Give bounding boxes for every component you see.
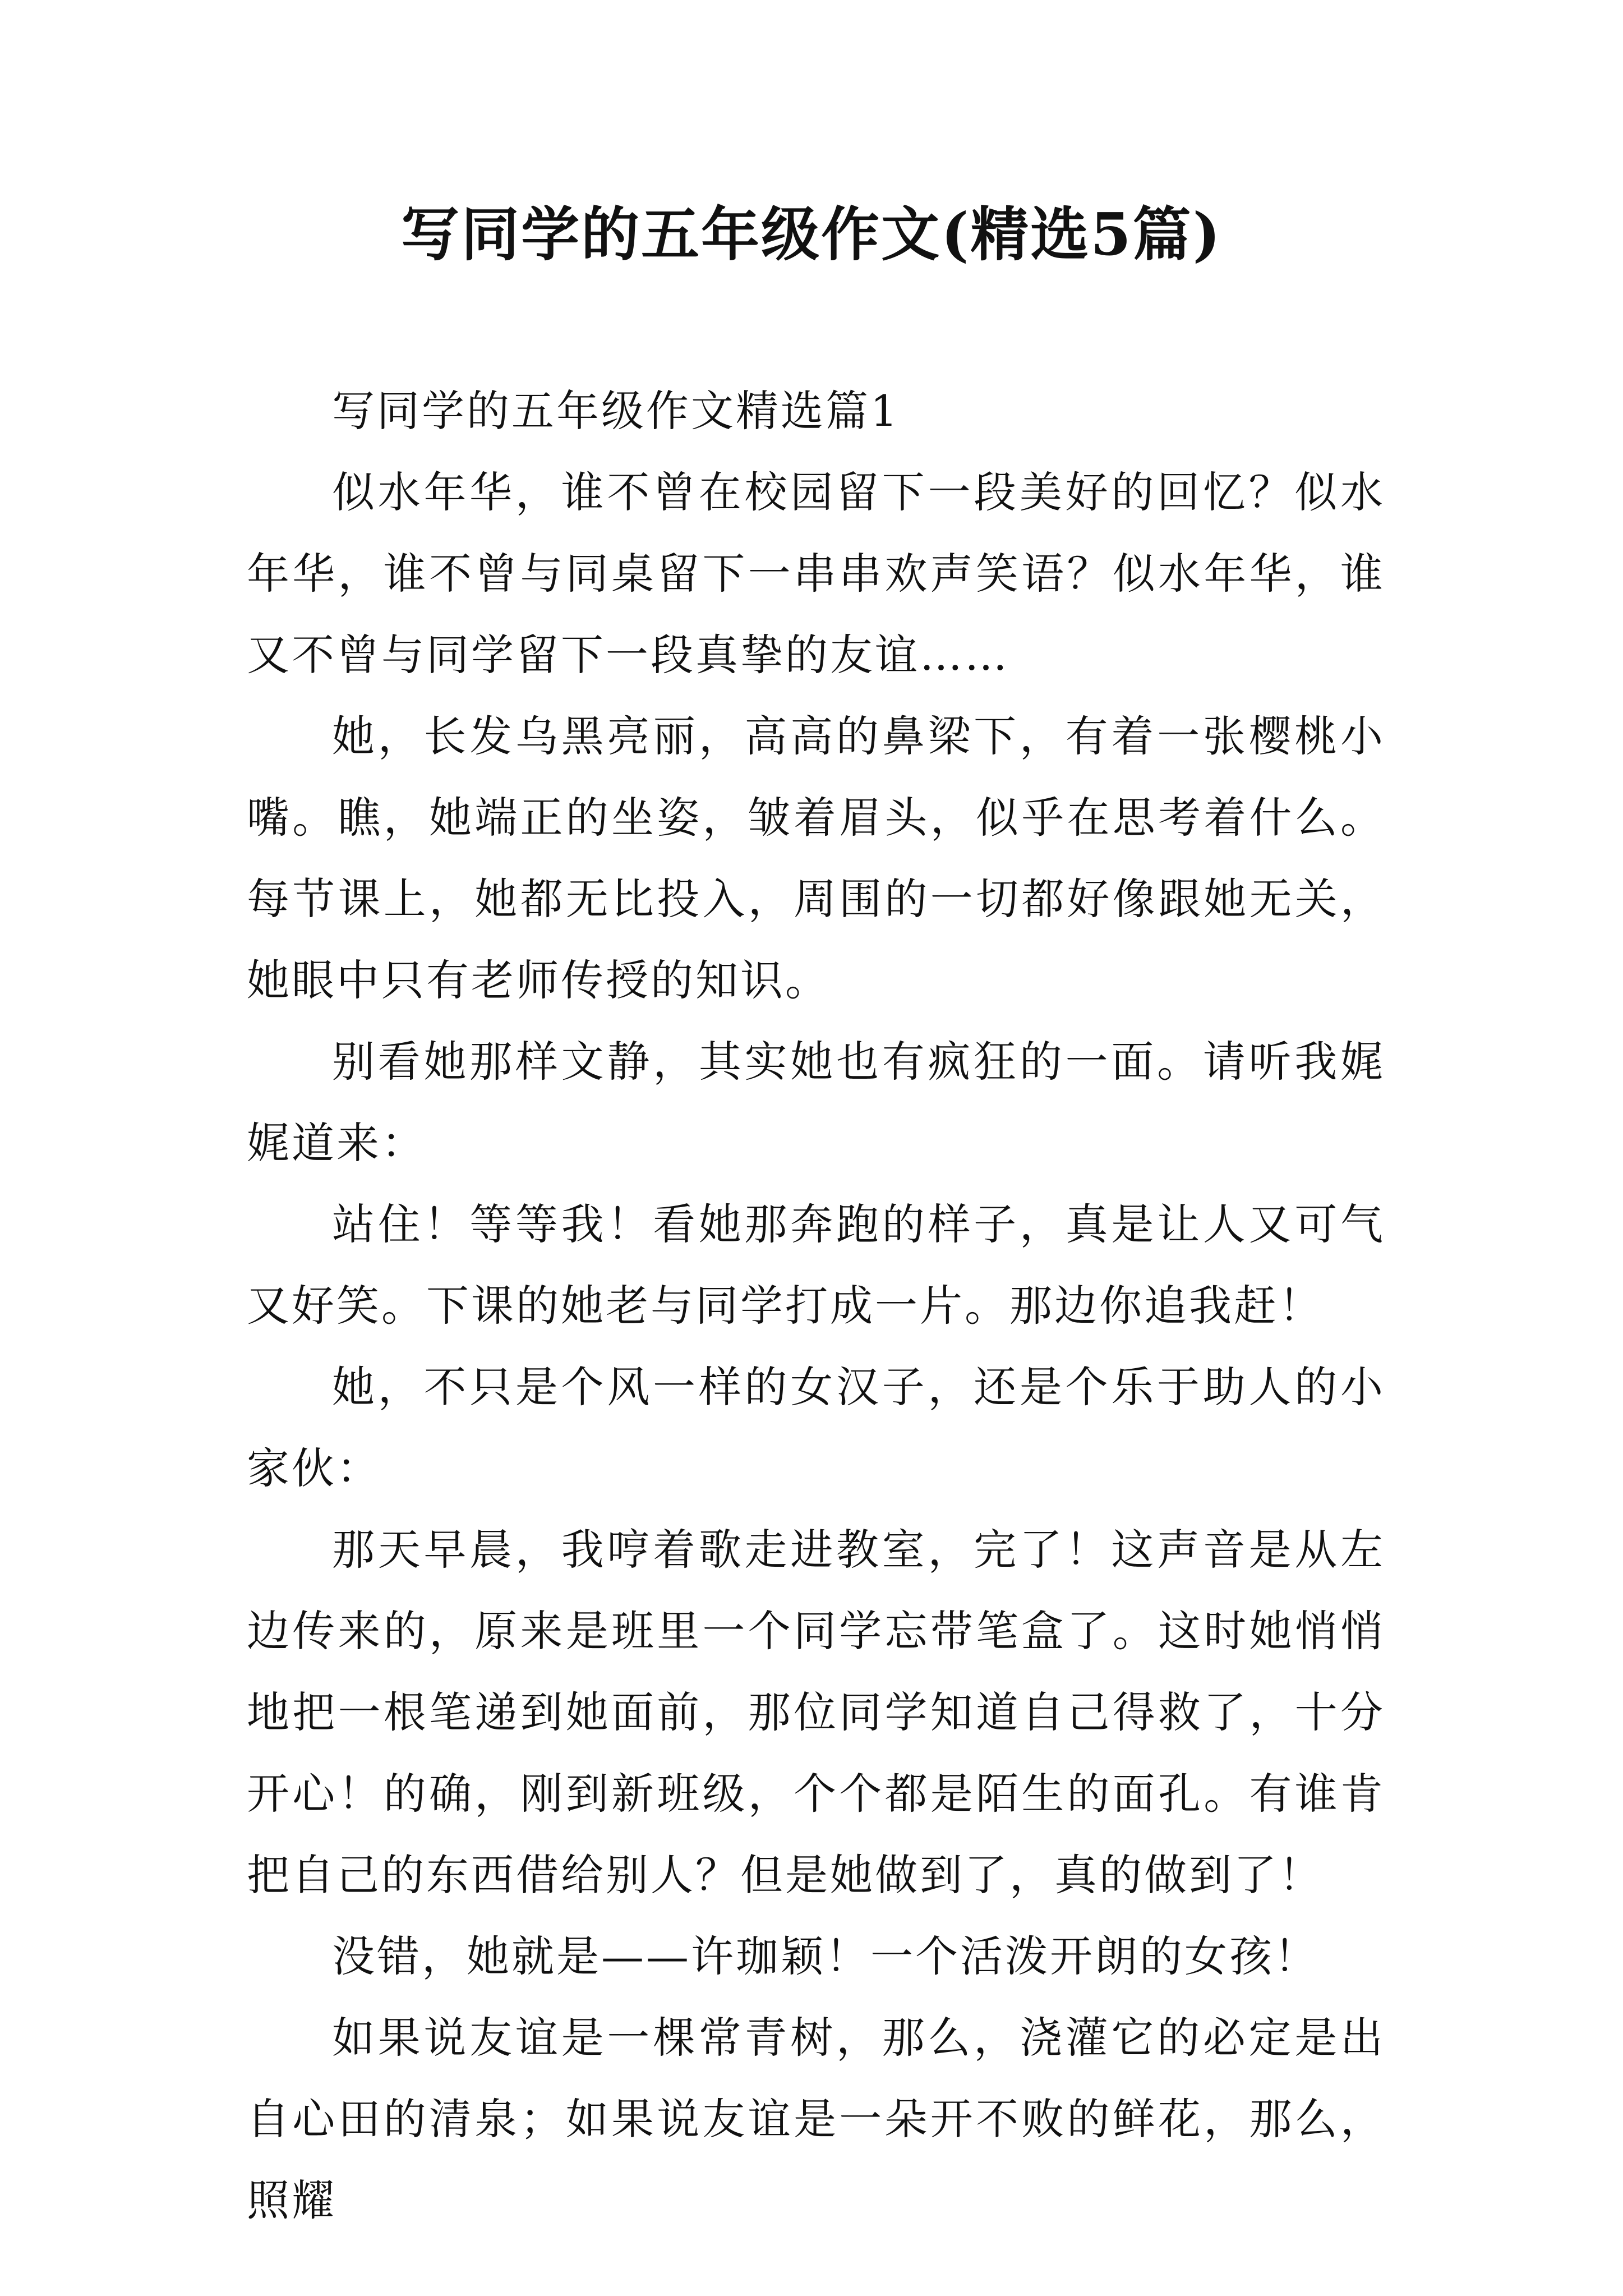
paragraph: 她，不只是个风一样的女汉子，还是个乐于助人的小家伙： [247,1362,1385,1493]
section-heading: 写同学的五年级作文精选篇1 [332,386,900,436]
paragraph: 没错，她就是——许珈颖！一个活泼开朗的女孩！ [332,1931,1319,1981]
document-title: 写同学的五年级作文(精选5篇) [401,200,1222,269]
paragraph: 别看她那样文静，其实她也有疯狂的一面。请听我娓娓道来： [247,1037,1385,1168]
paragraph: 她，长发乌黑亮丽，高高的鼻梁下，有着一张樱桃小嘴。瞧，她端正的坐姿，皱着眉头，似乎在思考着什么。每节课上，她都无比投入，周围的一切都好像跟她无关，她眼中只有老师传授的知识。 [247,711,1385,1005]
paragraph: 那天早晨，我哼着歌走进教室，完了！这声音是从左边传来的，原来是班里一个同学忘带笔盒了。这时她悄悄地把一根笔递到她面前，那位同学知道自己得救了，十分开心！的确，刚到新班级，个个都是陌生的面孔。有谁肯把自己的东西借给别人？但是她做到了，真的做到了！ [247,1525,1385,1900]
paragraph: 如果说友谊是一棵常青树，那么，浇灌它的必定是出自心田的清泉；如果说友谊是一朵开不败的鲜花，那么，照耀 [247,2013,1385,2225]
document-body [247,370,1385,2241]
paragraph: 站住！等等我！看她那奔跑的样子，真是让人又可气又好笑。下课的她老与同学打成一片。那边你追我赶！ [247,1199,1385,1331]
paragraph: 似水年华，谁不曾在校园留下一段美好的回忆？似水年华，谁不曾与同桌留下一串串欢声笑语？似水年华，谁又不曾与同学留下一段真挚的友谊…… [247,467,1385,680]
